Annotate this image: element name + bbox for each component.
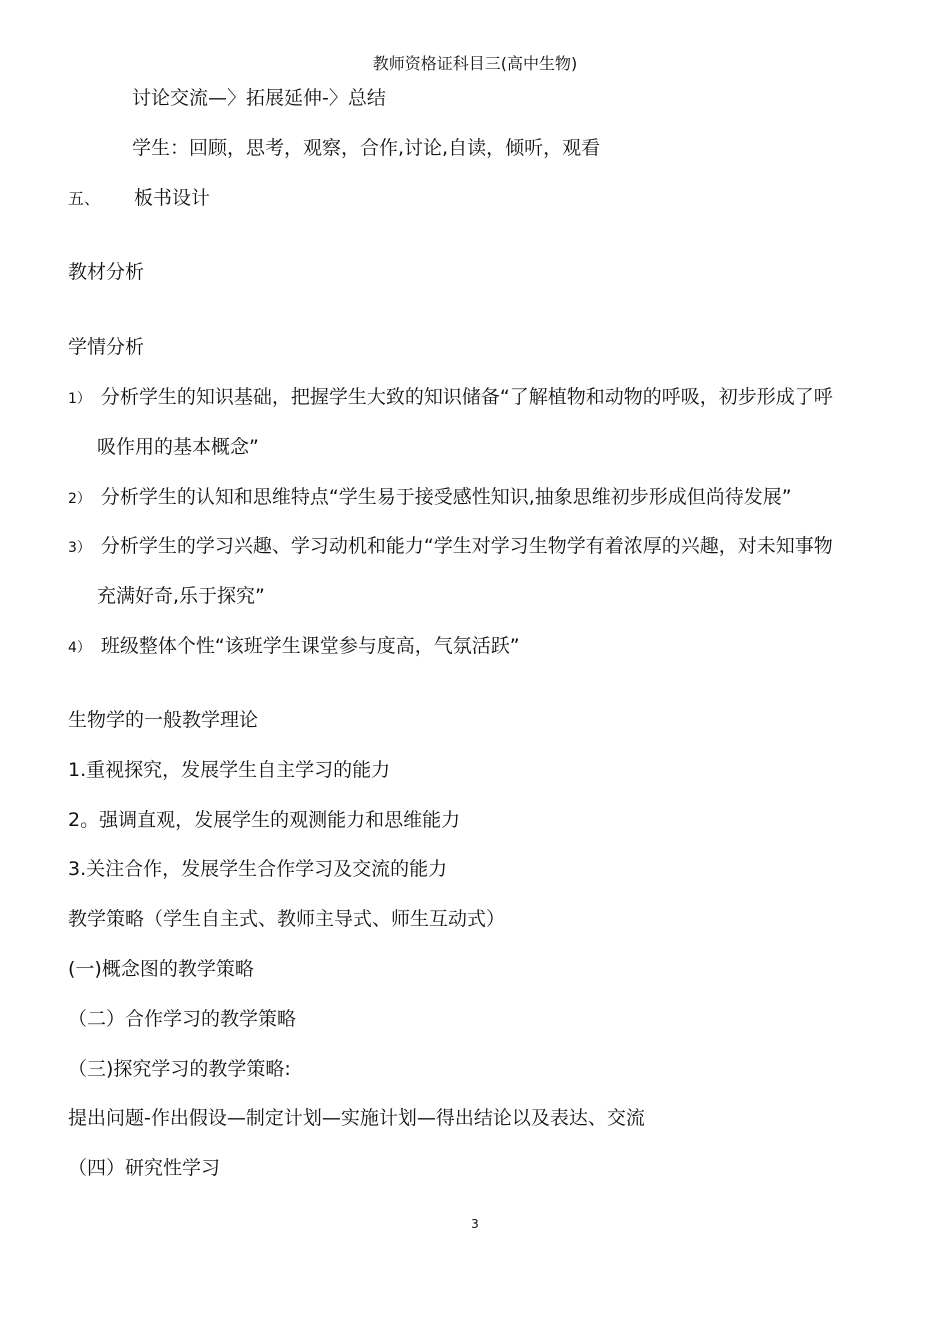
flow-line: 讨论交流—〉拓展延伸-〉总结 [132, 87, 386, 109]
list-item-text: 分析学生的认知和思维特点“学生易于接受感性知识,抽象思维初步形成但尚待发展” [100, 486, 792, 508]
learner-analysis-heading: 学情分析 [68, 336, 145, 358]
strategy-item-2: （二）合作学习的教学策略 [68, 1008, 297, 1030]
page-number: 3 [471, 1217, 479, 1231]
list-number: 4） [68, 640, 91, 656]
learner-item-2 [68, 485, 792, 511]
strategy-item-4: （四）研究性学习 [68, 1157, 221, 1179]
student-activities-line: 学生：回顾，思考，观察，合作,讨论,自读，倾听，观看 [132, 137, 601, 159]
list-item-text: 分析学生的学习兴趣、学习动机和能力“学生对学习生物学有着浓厚的兴趣，对未知事物 [100, 535, 833, 557]
theory-item-3: 3.关注合作，发展学生合作学习及交流的能力 [68, 858, 448, 880]
theory-item-2: 2。强调直观，发展学生的观测能力和思维能力 [68, 809, 461, 831]
theory-item-1: 1.重视探究，发展学生自主学习的能力 [68, 759, 391, 781]
section-five-title: 板书设计 [134, 187, 211, 209]
learner-item-1 [68, 385, 833, 411]
section-five-number: 五、 [68, 189, 101, 208]
list-item-text: 班级整体个性“该班学生课堂参与度高，气氛活跃” [100, 635, 520, 657]
list-number: 2） [68, 491, 91, 507]
learner-item-3 [68, 534, 833, 560]
list-item-text: 分析学生的知识基础，把握学生大致的知识储备“了解植物和动物的呼吸，初步形成了呼 [100, 386, 833, 408]
theory-heading: 生物学的一般教学理论 [68, 709, 259, 731]
list-number: 1） [68, 391, 91, 407]
strategy-item-1: (一)概念图的教学策略 [68, 958, 254, 980]
page-header: 教师资格证科目三(高中生物) [372, 54, 578, 73]
list-number: 3） [68, 540, 91, 556]
strategies-heading: 教学策略（学生自主式、教师主导式、师生互动式） [68, 908, 506, 930]
section-five-heading [68, 186, 210, 211]
learner-item-4 [68, 634, 520, 660]
learner-item-1-continued: 吸作用的基本概念” [97, 436, 259, 458]
strategy-item-3: （三)探究学习的教学策略: [68, 1058, 291, 1080]
learner-item-3-continued: 充满好奇,乐于探究” [97, 585, 265, 607]
textbook-analysis-heading: 教材分析 [68, 261, 145, 283]
inquiry-steps-line: 提出问题-作出假设—制定计划—实施计划—得出结论以及表达、交流 [68, 1107, 645, 1129]
